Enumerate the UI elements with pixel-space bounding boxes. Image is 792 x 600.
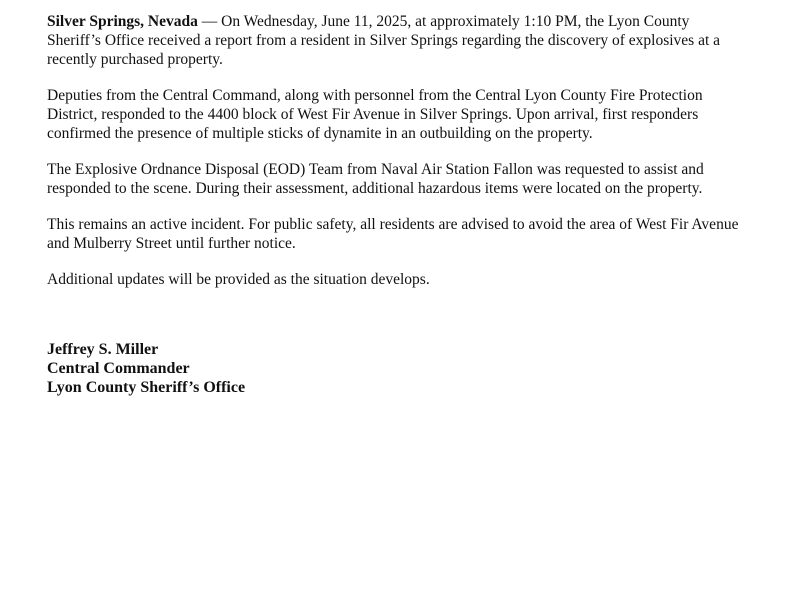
dateline: Silver Springs, Nevada <box>47 13 198 30</box>
signature-block <box>47 340 747 397</box>
signatory-organization: Lyon County Sheriff’s Office <box>47 379 246 396</box>
eod-paragraph: The Explosive Ordnance Disposal (EOD) Team from Naval Air Station Fallon was requested to assist and responded to the scene. During their assessment, additional hazardous items were located on the property. <box>47 161 704 197</box>
opening-paragraph-text: — On Wednesday, June 11, 2025, at approximately 1:10 PM, the Lyon County Sheriff’s Office received a report from a resident in Silver Springs regarding the discovery of explosives at a recently purchased property. <box>47 13 721 68</box>
response-paragraph: Deputies from the Central Command, along with personnel from the Central Lyon County Fire Protection District, responded to the 4400 block of West Fir Avenue in Silver Springs. Upon arrival, first responders confirmed the presence of multiple sticks of dynamite in an outbuilding on the property. <box>47 87 703 142</box>
updates-paragraph: Additional updates will be provided as the situation develops. <box>47 271 430 288</box>
public-safety-paragraph: This remains an active incident. For public safety, all residents are advised to avoid the area of West Fir Avenue and Mulberry Street until further notice. <box>47 216 739 252</box>
press-release-body <box>47 12 747 397</box>
signatory-title: Central Commander <box>47 360 190 377</box>
signatory-name: Jeffrey S. Miller <box>47 341 159 358</box>
opening-paragraph <box>47 12 747 69</box>
